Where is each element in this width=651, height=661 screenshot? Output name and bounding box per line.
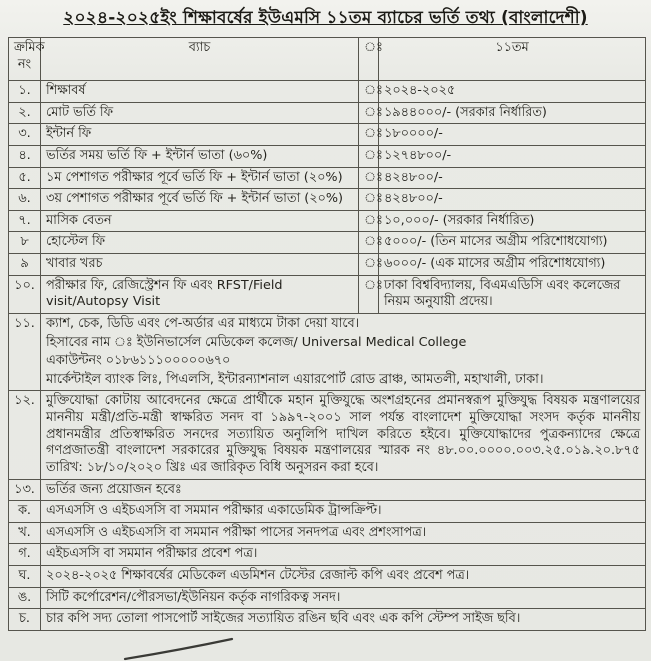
row-text (41, 522, 646, 544)
table-row (9, 145, 646, 167)
page-title: ২০২৪-২০২৫ইং শিক্ষাবর্ষের ইউএমসি ১১তম ব্যাচের ভর্তি তথ্য (বাংলাদেশী) (63, 8, 588, 28)
row-serial: ক. (9, 501, 41, 523)
row-value: ৪২৪৮০০/- (379, 167, 646, 189)
table-row (9, 313, 646, 391)
row-value: ২০২৪-২০২৫ (379, 81, 646, 103)
row-label: মাসিক বেতন (41, 210, 359, 232)
row-text-line: হিসাবের নাম ঃ ইউনিভার্সেল মেডিকেল কলেজ/ Universal Medical College (46, 334, 467, 350)
row-serial: ১২. (9, 391, 41, 479)
row-text-line: মুক্তিযোদ্ধা কোটায় আবেদনের ক্ষেত্রে প্রার্থীকে মহান মুক্তিযুদ্ধে অংশগ্রহনের প্রমানস্বরূপ মুক্তিযুদ্ধ বিষয়ক মন্ত্রণালয়ের মাননীয় মন্ত্রী/প্রতি-মন্ত্রী স্বাক্ষরিত সনদ বা ১৯৯৭-২০০১ সাল পর্যন্ত বাংলাদেশ মুক্তিযোদ্ধা সংসদ কর্তৃক মাননীয় প্রধানমন্ত্রীর প্রতিস্বাক্ষরিত সনদের সত্যায়িত অনুলিপি দাখিল করিতে হইবে। মুক্তিযোদ্ধাদের পুত্রকন্যাদের ক্ষেত্রে গণপ্রজাতন্ত্রী বাংলাদেশ সরকারের মুক্তিযুদ্ধ বিষয়ক মন্ত্রণালয়ের স্মারক নং ৪৮.০০.০০০০.০০৩.২৫.০১৯.২০.৮৭৫ তারিখ: ১৮/১০/২০২০ খ্রিঃ এর জারিকৃত বিধি অনুসরন করা হবে। (46, 393, 640, 475)
row-label: খাবার খরচ (41, 254, 359, 276)
fee-table-body (9, 81, 646, 631)
table-row (9, 81, 646, 103)
table-row (9, 254, 646, 276)
header-batch: ব্যাচ (41, 38, 359, 81)
row-text-line: ক্যাশ, চেক, ডিডি এবং পে-অর্ডার এর মাধ্যমে টাকা দেয়া যাবে। (46, 315, 360, 331)
row-label: ইন্টার্ন ফি (41, 124, 359, 146)
table-header-row (9, 38, 646, 81)
row-text-line: একাউন্টনং ০১৮৬১১১০০০০০৬৭০ (46, 353, 231, 369)
row-value: ১৮০০০০/- (379, 124, 646, 146)
row-label: পরীক্ষার ফি, রেজিস্ট্রেশন ফি এবং RFST/Field visit/Autopsy Visit (41, 275, 359, 313)
row-text-line: এসএসসি ও এইচএসসি বা সমমান পরীক্ষার একাডেমিক ট্রান্সক্রিপ্ট। (46, 503, 382, 519)
row-serial: খ. (9, 522, 41, 544)
row-serial: ৭. (9, 210, 41, 232)
table-row (9, 232, 646, 254)
row-value: ১৯৪৪০০০/- (সরকার নির্ধারিত) (379, 102, 646, 124)
row-text-line: মার্কেন্টাইল ব্যাংক লিঃ, পিএলসি, ইন্টারন্যাশনাল এয়ারপোর্ট রোড ব্রাঞ্চ, আমতলী, মহাখালী, ঢাকা। (46, 371, 544, 387)
table-row (9, 167, 646, 189)
row-label: ভর্তির সময় ভর্তি ফি + ইন্টার্ন ভাতা (৬০%) (41, 145, 359, 167)
row-serial: ৯ (9, 254, 41, 276)
colon-separator: ঃ (359, 167, 379, 189)
row-serial: ৩. (9, 124, 41, 146)
table-row (9, 189, 646, 211)
table-row (9, 210, 646, 232)
row-text (41, 313, 646, 391)
colon-separator: ঃ (359, 210, 379, 232)
colon-separator: ঃ (359, 124, 379, 146)
row-serial: ১. (9, 81, 41, 103)
row-label: ১ম পেশাগত পরীক্ষার পূর্বে ভর্তি ফি + ইন্টার্ন ভাতা (২০%) (41, 167, 359, 189)
row-value: ঢাকা বিশ্ববিদ্যালয়, বিএমএডিসি এবং কলেজের নিয়ম অনুযায়ী প্রদেয়। (379, 275, 646, 313)
colon-separator: ঃ (359, 189, 379, 211)
row-label: ৩য় পেশাগত পরীক্ষার পূর্বে ভর্তি ফি + ইন্টার্ন ভাতা (২০%) (41, 189, 359, 211)
row-value: ১০,০০০/- (সরকার নির্ধারিত) (379, 210, 646, 232)
row-value: ৬০০০/- (এক মাসের অগ্রীম পরিশোধযোগ্য) (379, 254, 646, 276)
header-colon: ঃ (359, 38, 379, 81)
row-text (41, 609, 646, 631)
row-text-line: চার কপি সদ্য তোলা পাসপোর্ট সাইজের সত্যায়িত রঙিন ছবি এবং এক কপি স্টেম্প সাইজ ছবি। (46, 611, 521, 627)
table-row (9, 391, 646, 479)
row-label: শিক্ষাবর্ষ (41, 81, 359, 103)
colon-separator: ঃ (359, 254, 379, 276)
table-row (9, 522, 646, 544)
header-value: ১১তম (379, 38, 646, 81)
row-text (41, 501, 646, 523)
table-row (9, 102, 646, 124)
row-serial: ৫. (9, 167, 41, 189)
row-text-line: সিটি কর্পোরেশন/পৌরসভা/ইউনিয়ন কর্তৃক নাগরিকত্ব সনদ। (46, 589, 341, 605)
row-text-line: এইচএসসি বা সমমান পরীক্ষার প্রবেশ পত্র। (46, 546, 258, 562)
colon-separator: ঃ (359, 81, 379, 103)
row-text (41, 479, 646, 501)
colon-separator: ঃ (359, 232, 379, 254)
row-serial: চ. (9, 609, 41, 631)
row-text (41, 587, 646, 609)
table-row (9, 566, 646, 588)
row-text-line: এসএসসি ও এইচএসসি বা সমমান পরীক্ষা পাসের সনদপত্র এবং প্রশংসাপত্র। (46, 524, 427, 540)
row-serial: ঙ. (9, 587, 41, 609)
row-text-line: ভর্তির জন্য প্রয়োজন হবেঃ (46, 481, 182, 497)
colon-separator: ঃ (359, 275, 379, 313)
table-row (9, 609, 646, 631)
row-text (41, 566, 646, 588)
row-serial: ৪. (9, 145, 41, 167)
row-serial: ১০. (9, 275, 41, 313)
colon-separator: ঃ (359, 145, 379, 167)
header-serial: ক্রমিক নং (9, 38, 41, 81)
row-value: ১২৭৪৮০০/- (379, 145, 646, 167)
row-value: ৫০০০/- (তিন মাসের অগ্রীম পরিশোধযোগ্য) (379, 232, 646, 254)
table-row (9, 501, 646, 523)
row-label: মোট ভর্তি ফি (41, 102, 359, 124)
colon-separator: ঃ (359, 102, 379, 124)
row-label: হোস্টেল ফি (41, 232, 359, 254)
row-serial: গ. (9, 544, 41, 566)
table-row (9, 479, 646, 501)
row-serial: ১৩. (9, 479, 41, 501)
table-row (9, 587, 646, 609)
row-serial: ১১. (9, 313, 41, 391)
row-serial: ৬. (9, 189, 41, 211)
row-text-line: ২০২৪-২০২৫ শিক্ষাবর্ষের মেডিকেল এডমিশন টেস্টের রেজাল্ট কপি এবং প্রবেশ পত্র। (46, 568, 470, 583)
table-row (9, 544, 646, 566)
row-serial: ২. (9, 102, 41, 124)
row-serial: ঘ. (9, 566, 41, 588)
row-serial: ৮ (9, 232, 41, 254)
admission-info-table (8, 37, 646, 631)
table-row (9, 275, 646, 313)
table-row (9, 124, 646, 146)
row-text (41, 544, 646, 566)
row-text (41, 391, 646, 479)
row-value: ৪২৪৮০০/- (379, 189, 646, 211)
